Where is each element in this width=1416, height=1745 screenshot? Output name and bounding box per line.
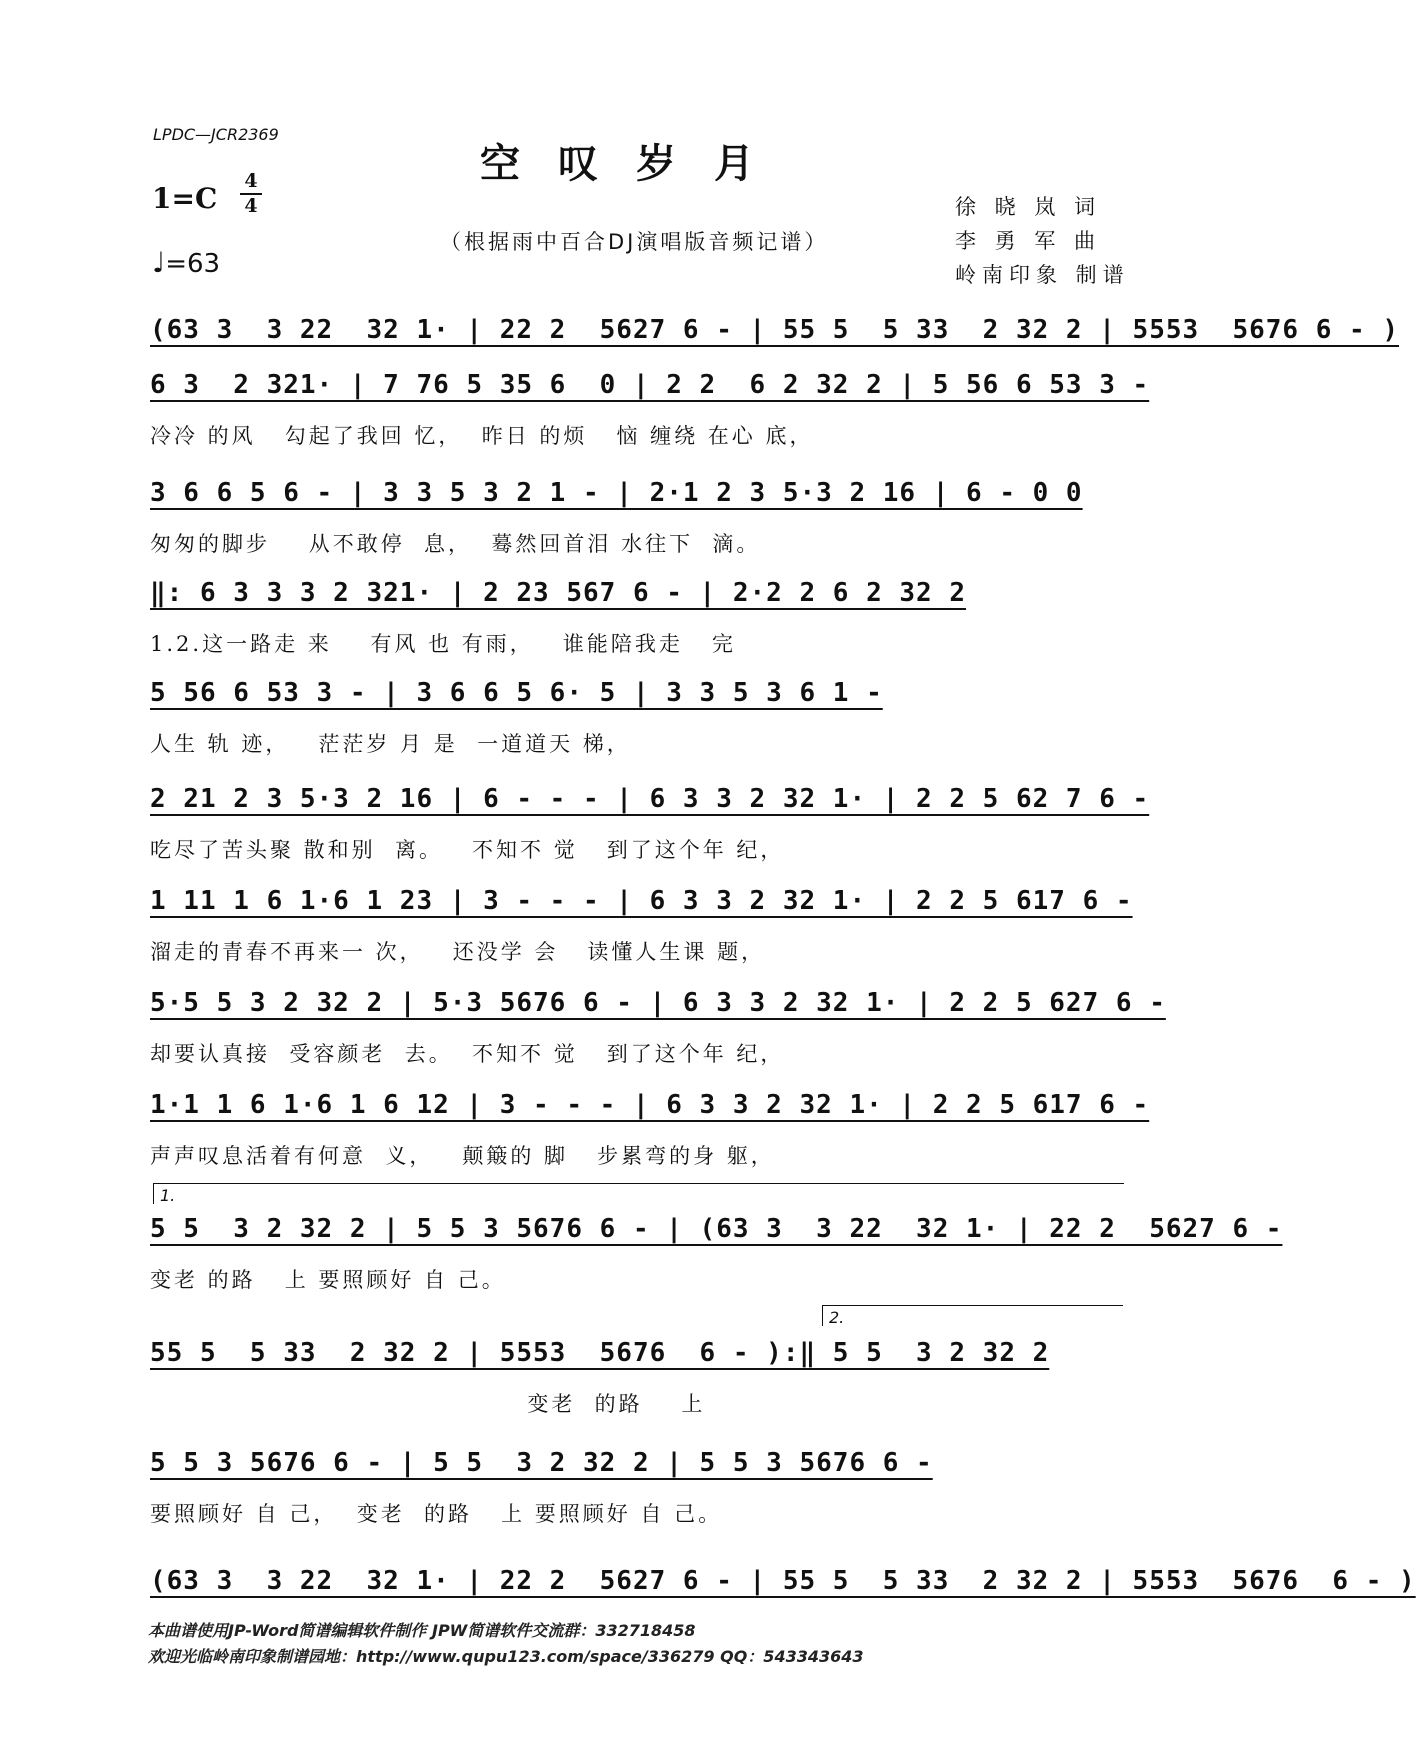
time-signature-bottom: 4 (244, 195, 258, 217)
lyrics-line: 变老 的路 上 要照顾好 自 己。 (150, 1268, 506, 1292)
notation-line: 55 5 5 33 2 32 2 | 5553 5676 6 - ):‖ 5 5 3 2 32 2 (150, 1338, 1050, 1368)
notation-line: (63 3 3 22 32 1· | 22 2 5627 6 - | 55 5 5 33 2 32 2 | 5553 5676 6 - ) (150, 315, 1399, 345)
lyrics-line: 变老 的路 上 (150, 1392, 706, 1416)
lyricist: 徐 晓 岚 词 (955, 195, 1102, 219)
notation-line: 5 5 3 5676 6 - | 5 5 3 2 32 2 | 5 5 3 5676 6 - (150, 1448, 933, 1478)
lyrics-line: 却要认真接 受容颜老 去。 不知不 觉 到了这个年 纪， (150, 1042, 785, 1066)
volta-first-ending (153, 1183, 1124, 1204)
transcriber: 岭南印象 制谱 (955, 263, 1130, 287)
lyrics-line: 声声叹息活着有何意 义， 颠簸的 脚 步累弯的身 躯， (150, 1144, 775, 1168)
composer: 李 勇 军 曲 (955, 229, 1102, 253)
notation-line: 5 5 3 2 32 2 | 5 5 3 5676 6 - | (63 3 3 22 32 1· | 22 2 5627 6 - (150, 1214, 1283, 1244)
lyrics-line: 溜走的青春不再来一 次， 还没学 会 读懂人生课 题， (150, 940, 766, 964)
notation-line: 3 6 6 5 6 - | 3 3 5 3 2 1 - | 2·1 2 3 5·3 2 16 | 6 - 0 0 (150, 478, 1083, 508)
credits (955, 190, 1130, 292)
notation-line: 1 11 1 6 1·6 1 23 | 3 - - - | 6 3 3 2 32 1· | 2 2 5 617 6 - (150, 886, 1133, 916)
quarter-note-icon: ♩ (152, 246, 166, 279)
volta-second-label: 2. (829, 1308, 845, 1327)
lyrics-line: 1.2.这一路走 来 有风 也 有雨， 谁能陪我走 完 (150, 632, 736, 656)
key-signature: 1=C (152, 182, 218, 215)
notation-line: 2 21 2 3 5·3 2 16 | 6 - - - | 6 3 3 2 32 1· | 2 2 5 62 7 6 - (150, 784, 1150, 814)
notation-line: 1·1 1 6 1·6 1 6 12 | 3 - - - | 6 3 3 2 32 1· | 2 2 5 617 6 - (150, 1090, 1150, 1120)
time-signature (240, 172, 262, 216)
lyrics-line: 人生 轨 迹， 茫茫岁 月 是 一道道天 梯， (150, 732, 631, 756)
page-title: 空叹岁月 (480, 140, 792, 187)
footer-line-1: 本曲谱使用JP-Word简谱编辑软件制作 JPW简谱软件交流群：332718458 (148, 1621, 696, 1640)
tempo-value: =63 (165, 249, 221, 279)
notation-line: ‖: 6 3 3 3 2 321· | 2 23 567 6 - | 2·2 2 6 2 32 2 (150, 578, 967, 608)
lyrics-line: 吃尽了苦头聚 散和别 离。 不知不 觉 到了这个年 纪， (150, 838, 785, 862)
score-code: LPDC—JCR2369 (153, 125, 279, 144)
footer-line-2: 欢迎光临岭南印象制谱园地：http://www.qupu123.com/space/336279 QQ：543343643 (148, 1647, 864, 1666)
lyrics-line: 冷冷 的风 勾起了我回 忆， 昨日 的烦 恼 缠绕 在心 底， (150, 424, 814, 448)
volta-second-ending (822, 1305, 1123, 1326)
lyrics-line: 匆匆的脚步 从不敢停 息， 蓦然回首泪 水往下 滴。 (150, 532, 761, 556)
time-signature-top: 4 (244, 170, 258, 192)
volta-first-label: 1. (160, 1186, 176, 1205)
tempo-marking (152, 246, 220, 279)
notation-line: (63 3 3 22 32 1· | 22 2 5627 6 - | 55 5 5 33 2 32 2 | 5553 5676 6 - ) (150, 1566, 1416, 1596)
lyrics-line: 要照顾好 自 己， 变老 的路 上 要照顾好 自 己。 (150, 1502, 723, 1526)
subtitle: （根据雨中百合DJ演唱版音频记谱） (440, 230, 829, 254)
notation-line: 6 3 2 321· | 7 76 5 35 6 0 | 2 2 6 2 32 2 | 5 56 6 53 3 - (150, 370, 1150, 400)
notation-line: 5 56 6 53 3 - | 3 6 6 5 6· 5 | 3 3 5 3 6 1 - (150, 678, 883, 708)
notation-line: 5·5 5 3 2 32 2 | 5·3 5676 6 - | 6 3 3 2 32 1· | 2 2 5 627 6 - (150, 988, 1166, 1018)
